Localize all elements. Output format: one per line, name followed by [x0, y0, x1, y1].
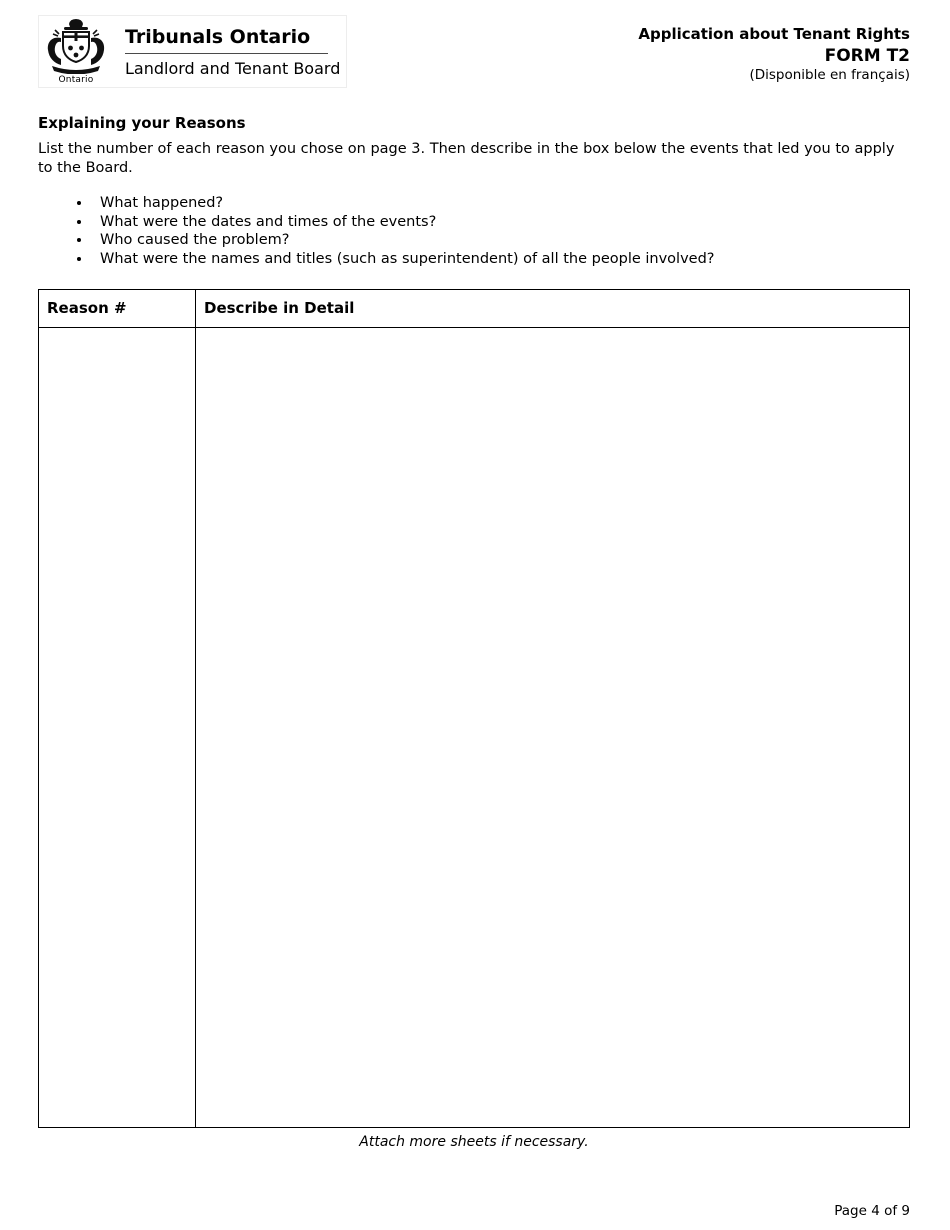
page-number: Page 4 of 9	[834, 1203, 910, 1219]
reason-number-header: Reason #	[39, 290, 196, 328]
describe-in-detail-header: Describe in Detail	[196, 290, 910, 328]
reason-number-cell[interactable]	[39, 328, 196, 1128]
sub-org-name: Landlord and Tenant Board	[125, 59, 341, 78]
form-language-note: (Disponible en français)	[749, 66, 910, 83]
guidance-bullet-list	[38, 194, 910, 269]
form-identification	[638, 15, 910, 84]
attach-more-sheets-note: Attach more sheets if necessary.	[359, 1134, 589, 1151]
crest-caption: Ontario	[58, 75, 94, 85]
org-name: Tribunals Ontario	[125, 26, 328, 54]
form-title: Application about Tenant Rights	[638, 25, 910, 43]
section-intro: List the number of each reason you chose on page 3. Then describe in the box below the events that led you to apply to the Board.	[38, 141, 895, 176]
ontario-coat-of-arms-icon	[41, 18, 111, 85]
section-heading: Explaining your Reasons	[38, 114, 246, 132]
bullet-item: • What happened?	[92, 194, 910, 213]
reasons-table	[38, 289, 910, 1128]
bullet-item: • What were the names and titles (such as superintendent) of all the people involved?	[92, 250, 910, 269]
form-number: FORM T2	[824, 45, 910, 66]
bullet-item: • Who caused the problem?	[92, 231, 910, 250]
logo-wordmark	[125, 18, 340, 78]
page-header	[38, 15, 910, 88]
table-row	[39, 328, 910, 1128]
bullet-item: • What were the dates and times of the events?	[92, 213, 910, 232]
description-cell[interactable]	[196, 328, 910, 1128]
table-header-row	[39, 290, 910, 328]
tribunals-ontario-logo	[38, 15, 347, 88]
